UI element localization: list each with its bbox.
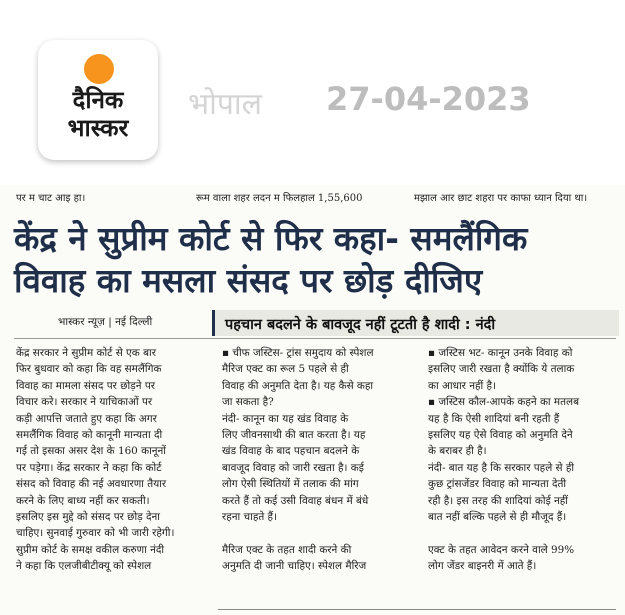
blank-line [222, 525, 418, 541]
logo-text-line1: दैनिक [72, 86, 124, 114]
headline-line-1: केंद्र ने सुप्रीम कोर्ट से फिर कहा- समलैंगिक [14, 219, 528, 258]
blank-line [428, 525, 620, 541]
text-line: इसलिए यह ऐसे विवाह को अनुमति देने [428, 429, 573, 442]
byline: भास्कर न्यूज़ | नई दिल्ली [58, 316, 153, 328]
text-line: सुप्रीम कोर्ट के समक्ष वकील करुणा नंदी [16, 543, 165, 556]
subheadline-box [212, 310, 619, 336]
text-line: गई तो इसका असर देश के 160 कानूनों [16, 445, 166, 458]
text-line: कड़ी आपत्ति जताते हुए कहा कि अगर [16, 412, 157, 425]
article-column-1 [16, 345, 212, 575]
text-line: फिर बुधवार को कहा कि वह समलैंगिक [16, 363, 162, 376]
cut-text-left: पर म चाट आइ हा। [16, 193, 86, 204]
text-line: यह है कि ऐसी शादियां बनी रहती हैं [428, 412, 560, 425]
text-line: ▪ जस्टिस कौल-आपके कहने का मतलब [428, 396, 580, 409]
text-line: ▪ जस्टिस भट- कानून उनके विवाह को [428, 347, 573, 359]
text-line: चाहिए। सुनवाई गुरुवार को भी जारी रहेगी। [16, 527, 175, 540]
logo-text-line2: भास्कर [67, 114, 129, 142]
text-line: बावजूद विवाह को जारी रखता है। कई [222, 461, 364, 474]
text-line: एक्ट के तहत आवेदन करने वाले 99% [428, 543, 575, 556]
text-line: इसलिए जारी रखता है क्योंकि ये तलाक [428, 363, 575, 376]
text-line: जा सकता है? [222, 396, 274, 409]
article-column-2 [222, 345, 418, 575]
text-line: विवाह का मामला संसद पर छोड़ने पर [16, 379, 155, 392]
text-line: ▪ चीफ जस्टिस- ट्रांस समुदाय को स्पेशल [222, 347, 374, 359]
text-line: खंड विवाह के बाद पहचान बदलने के [222, 445, 360, 458]
text-line: पर पड़ेगा। केंद्र सरकार ने कहा कि कोर्ट [16, 461, 162, 474]
text-line: विचार करे। सरकार ने याचिकाओं पर [16, 396, 153, 409]
cut-text-right: मझाल आर छाट शहरा पर काफा ध्यान दिया था। [414, 193, 588, 204]
article-column-3 [428, 345, 620, 575]
text-line: करने के लिए बाध्य नहीं कर सकती। [16, 494, 150, 507]
text-line: लोग जेंडर बाइनरी में आते हैं। [428, 560, 537, 573]
text-line: नंदी- कानून का यह खंड विवाह के [222, 412, 349, 425]
newspaper-clipping [0, 185, 625, 615]
text-line: रही है। इस तरह की शादियां कोई नहीं [428, 494, 568, 507]
text-line: विवाह की अनुमति देता है। यह कैसे कहा [222, 379, 374, 392]
text-line: ने कहा कि एलजीबीटीक्यू को स्पेशल [16, 560, 152, 573]
text-line: नंदी- बात यह है कि सरकार पहले से ही [428, 461, 575, 474]
divider [14, 338, 616, 339]
text-line: का आधार नहीं है। [428, 379, 496, 392]
edition-date: 27-04-2023 [326, 80, 531, 118]
subheadline: पहचान बदलने के बावजूद नहीं टूटती है शादी : नंदी [225, 317, 496, 333]
text-line: लोग ऐसी स्थितियों में तलाक की मांग [222, 478, 359, 491]
text-line: करते हैं तो कई उसी विवाह बंधन में बंधे [222, 494, 369, 507]
cut-text-middle: रूम वाला शहर लदन म फिलहाल 1,55,600 [196, 193, 363, 204]
text-line: लिए जीवनसाथी की बात करता है। यह [222, 429, 366, 442]
text-line: संसद को विवाह की नई अवधारणा तैयार [16, 478, 167, 491]
text-line: इसलिए इस मुद्दे को संसद पर छोड़ देना [16, 511, 160, 524]
text-line: समलैंगिक विवाह को कानूनी मान्यता दी [16, 429, 163, 442]
divider-bottom [218, 609, 616, 610]
text-line: मैरिज एक्ट का रूल 5 पहले से ही [222, 363, 349, 376]
dainik-bhaskar-logo [38, 40, 158, 160]
headline-line-2: विवाह का मसला संसद पर छोड़ दीजिए [14, 261, 483, 300]
sun-icon [84, 54, 114, 84]
text-line: बात नहीं बल्कि पहले से ही मौजूद हैं। [428, 511, 567, 524]
text-line: रहना चाहते हैं। [222, 511, 278, 524]
masthead [0, 0, 625, 185]
text-line: केंद्र सरकार ने सुप्रीम कोर्ट से एक बार [16, 347, 156, 359]
text-line: के बराबर ही है। [428, 445, 487, 458]
text-line: अनुमति दी जानी चाहिए। स्पेशल मैरिज [222, 560, 367, 573]
edition-city: भोपाल [188, 87, 263, 122]
text-line: मैरिज एक्ट के तहत शादी करने की [222, 543, 352, 556]
text-line: कुछ ट्रांसजेंडर विवाह को मान्यता देती [428, 478, 567, 491]
